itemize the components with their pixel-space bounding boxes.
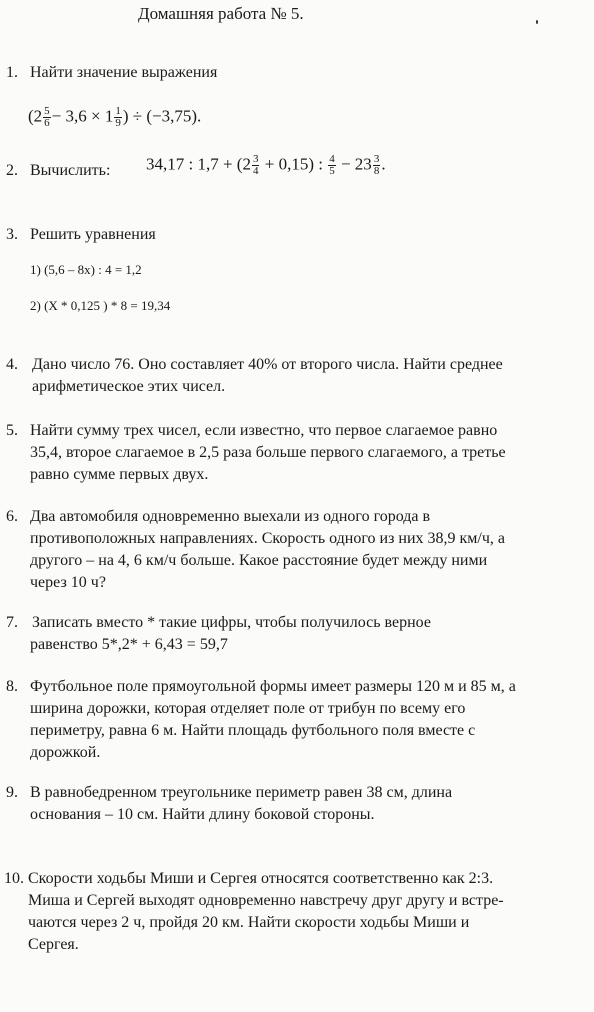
task-line: Скорости ходьбы Миши и Сергея относятся соответственно как 2:3. [28,870,494,887]
fraction [252,154,260,177]
task-number: 5. [6,422,18,439]
task-line: Дано число 76. Оно составляет 40% от второго числа. Найти среднее [32,356,503,373]
task-line: Найти сумму трех чисел, если известно, что первое слагаемое равно [30,422,498,439]
fraction-numerator: 1 [115,105,121,117]
task-line: Два автомобиля одновременно выехали из одного города в [30,508,431,525]
expr-part: − 3,6 × 1 [51,106,114,126]
task-text: Найти значение выражения [30,64,218,81]
task-line: Записать вместо * такие цифры, чтобы получилось верное [32,614,431,631]
task-line: другого – на 4, 6 км/ч больше. Какое расстояние будет между ними [30,552,488,569]
task-number: 2. [6,162,18,179]
task-number: 4. [6,356,18,373]
page-title: Домашняя работа № 5. [138,4,304,23]
fraction-denominator: 4 [252,165,259,177]
task-number: 6. [6,508,18,525]
task-line: противоположных направлениях. Скорость одного из них 38,9 км/ч, а [30,530,506,547]
fraction-denominator: 9 [115,117,121,129]
task-line: Футбольное поле прямоугольной формы имеет размеры 120 м и 85 м, а [30,678,516,695]
expr-part: . [381,154,386,174]
task-line: равно сумме первых двух. [30,466,209,483]
task-number: 9. [6,784,18,801]
task-line: периметру, равна 6 м. Найти площадь футбольного поля вместе с [30,722,476,739]
fraction [43,106,51,129]
task-number: 7. [6,614,18,631]
task-number: 10. [4,870,24,887]
task-line: арифметическое этих чисел. [32,378,226,395]
task-line: чаются через 2 ч, пройдя 20 км. Найти скорости ходьбы Миши и [28,914,470,931]
expr-part: ) ÷ (−3,75). [122,106,202,126]
fraction-numerator: 5 [44,105,50,117]
fraction-denominator: 5 [329,165,335,177]
fraction-numerator: 3 [252,153,259,165]
expression-2 [146,154,386,177]
task-line: В равнобедренном треугольнике периметр равен 38 см, длина [30,784,453,801]
scan-speck [536,20,538,24]
task-line: основания – 10 см. Найти длину боковой стороны. [30,806,375,823]
task-text: Решить уравнения [30,226,156,243]
task-line: ширина дорожки, которая отделяет поле от трибун по всему его [30,700,466,717]
task-line: через 10 ч? [30,574,106,591]
task-number: 3. [6,226,18,243]
equation-item: 1) (5,6 – 8x) : 4 = 1,2 [30,262,142,277]
fraction [114,106,122,129]
equation-item: 2) (X * 0,125 ) * 8 = 19,34 [30,298,171,313]
fraction-numerator: 4 [329,153,335,165]
task-line: дорожкой. [30,744,101,761]
task-label: Вычислить: [30,162,111,179]
task-number: 1. [6,64,18,81]
expr-part: − 23 [336,154,372,174]
task-line: 35,4, второе слагаемое в 2,5 раза больше первого слагаемого, а третье [30,444,506,461]
fraction-denominator: 6 [44,117,50,129]
fraction [328,154,336,177]
task-line: Сергея. [28,936,79,953]
fraction [373,154,381,177]
expr-part: (2 [28,106,43,126]
task-number: 8. [6,678,18,695]
fraction-numerator: 3 [373,153,380,165]
fraction-denominator: 8 [373,165,380,177]
expr-part: + 0,15) : [260,154,323,174]
expression-1 [28,106,201,129]
task-line: Миша и Сергей выходят одновременно навстречу друг другу и встре- [28,892,504,909]
expr-part: 34,17 : 1,7 + (2 [146,154,251,174]
task-line: равенство 5*,2* + 6,43 = 59,7 [30,636,228,653]
